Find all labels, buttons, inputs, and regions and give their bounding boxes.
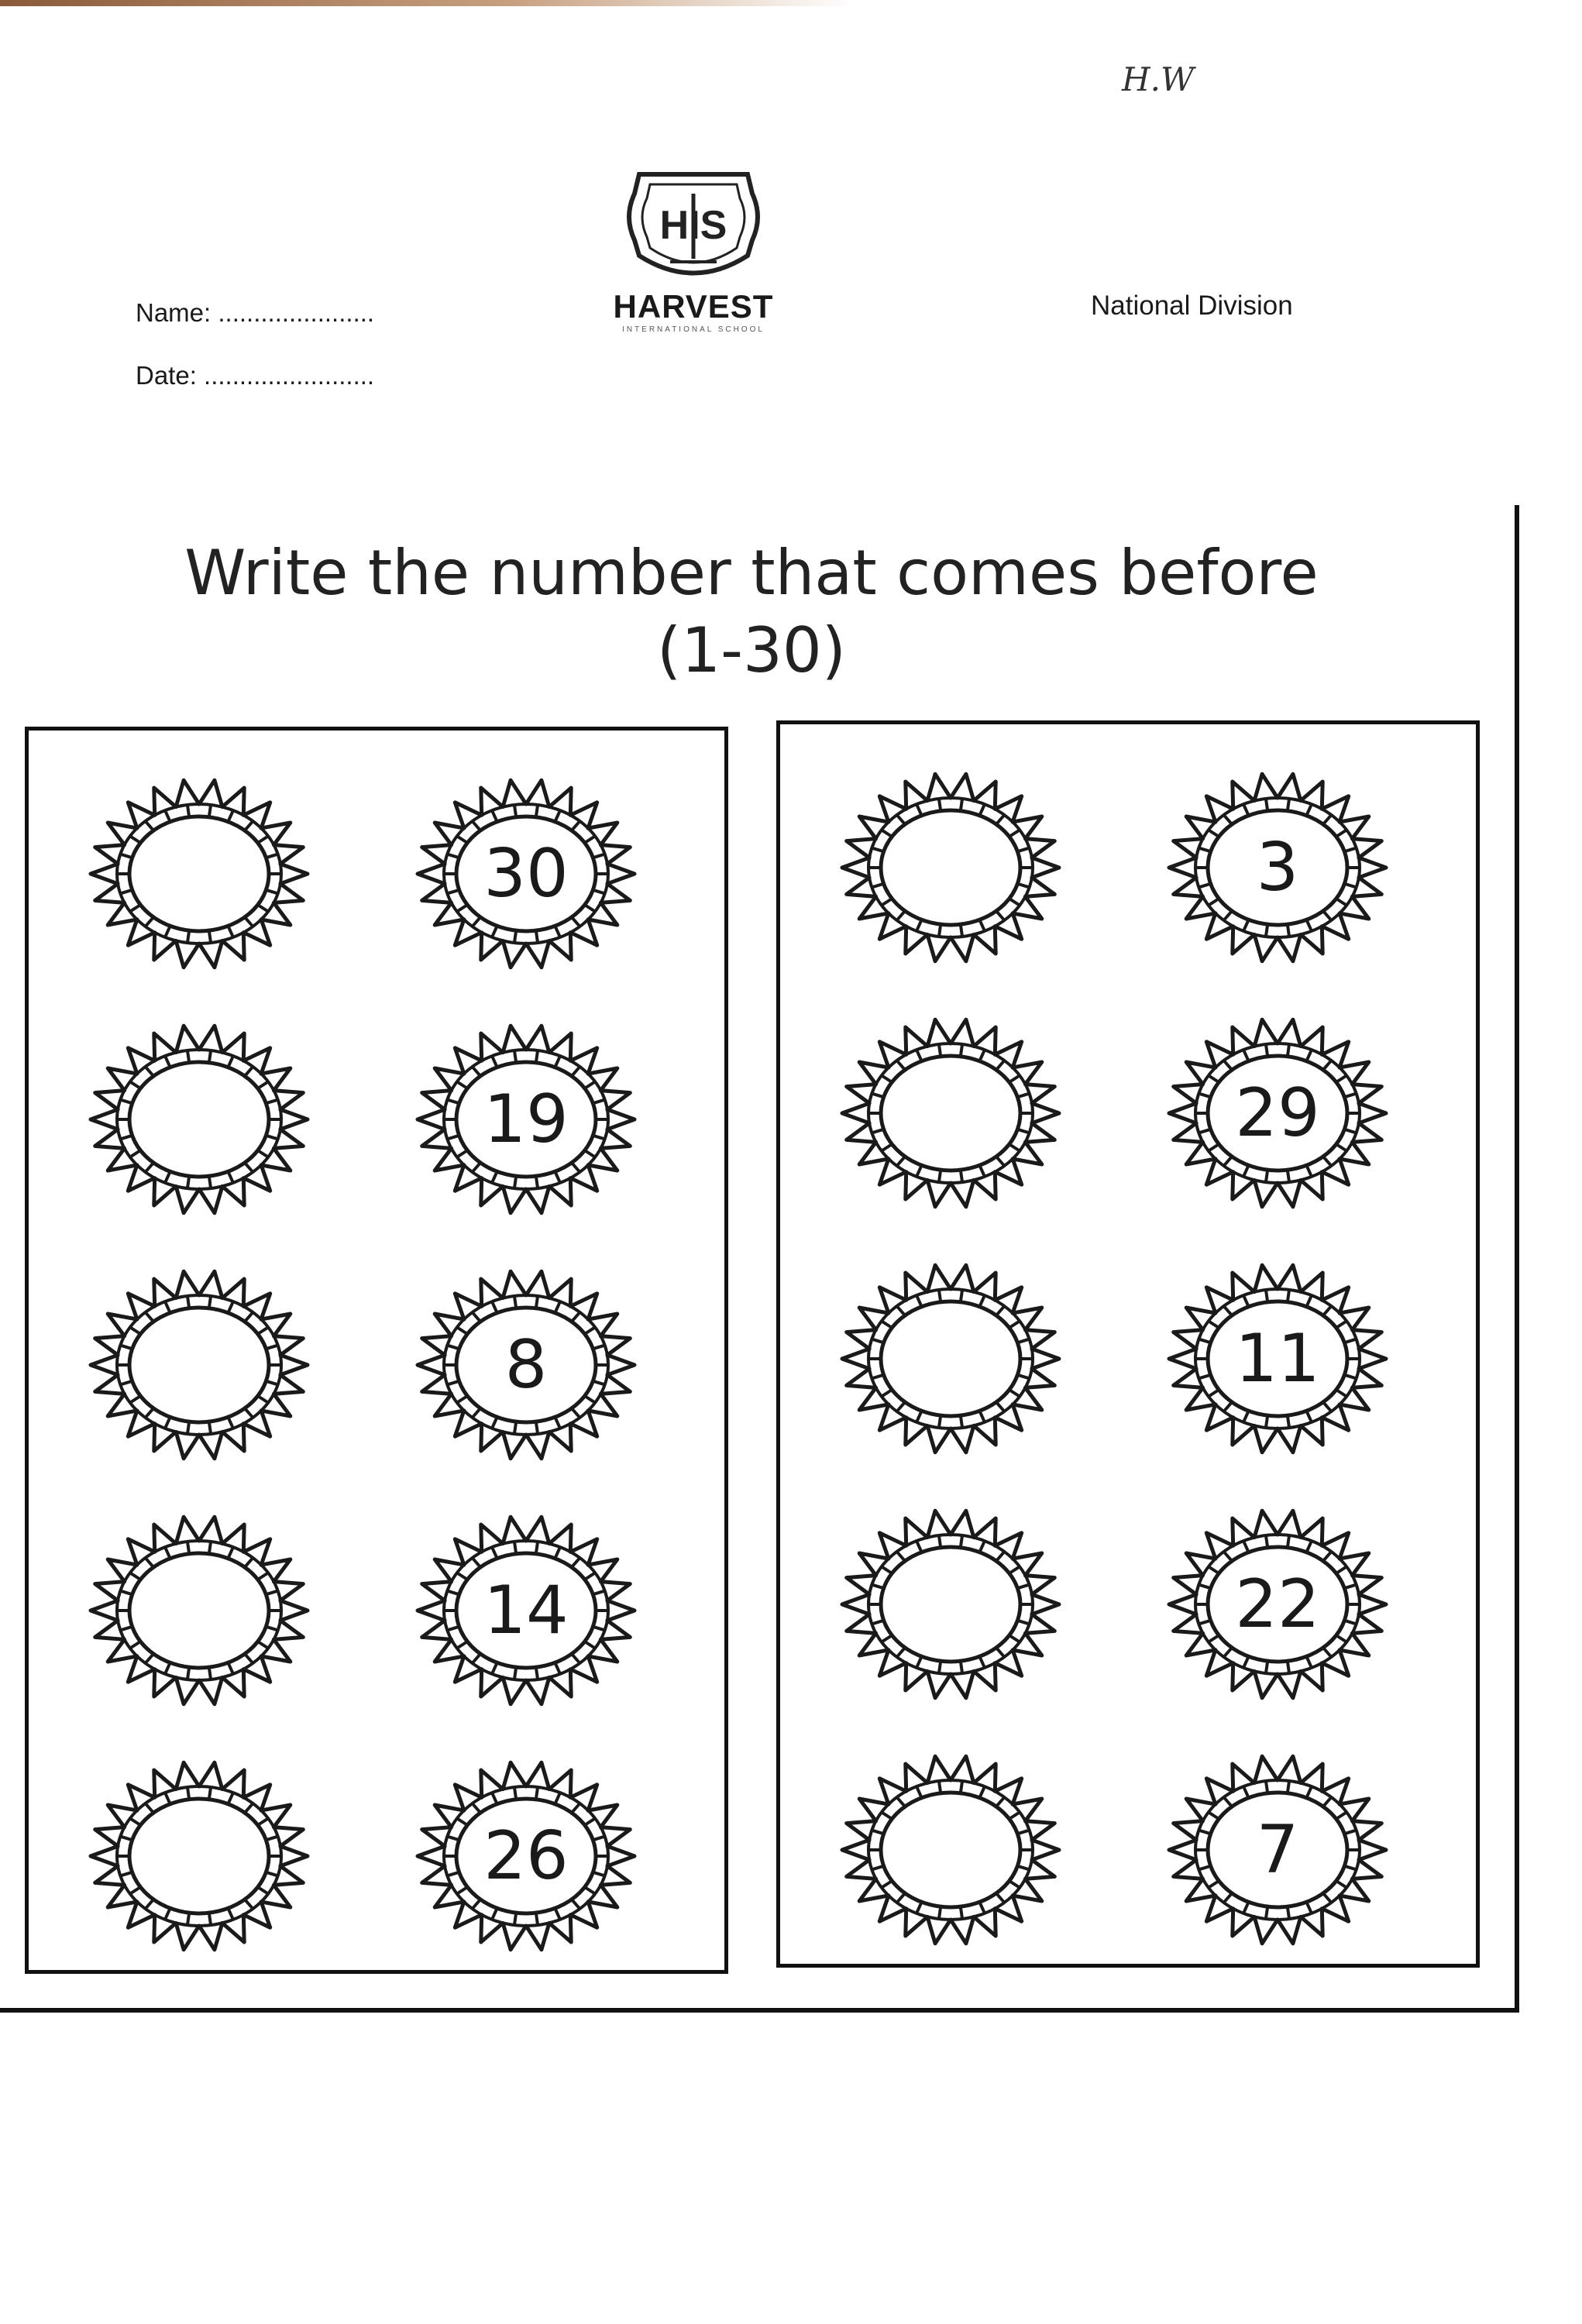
answer-badge[interactable] [834,1012,1067,1214]
school-logo [608,163,779,341]
school-crest-icon [608,163,779,294]
answer-badge[interactable] [834,1258,1067,1459]
given-number: 14 [483,1572,569,1649]
answer-badge[interactable] [83,1755,315,1957]
number-badge [1161,767,1394,968]
number-badge [1161,1749,1394,1951]
division-label: National Division [1091,290,1293,321]
sun-badge-icon [834,1504,1067,1705]
school-name: HARVEST [613,288,774,325]
sun-badge-icon [83,1019,315,1220]
exercise-panel-right [776,720,1480,1968]
answer-badge[interactable] [83,1019,315,1220]
sun-badge-icon [83,773,315,975]
sun-badge-icon [834,1012,1067,1214]
photo-edge [0,0,852,6]
sun-badge-icon [834,1258,1067,1459]
sun-badge-icon [83,1510,315,1711]
given-number: 19 [483,1081,569,1158]
given-number: 3 [1256,829,1299,906]
date-field-label: Date: ........................ [136,361,375,390]
worksheet-range: (1-30) [657,614,846,686]
number-badge [410,1755,642,1957]
sun-badge-icon [83,1264,315,1466]
school-subtitle: INTERNATIONAL SCHOOL [622,325,765,334]
answer-badge[interactable] [834,1504,1067,1705]
answer-badge[interactable] [834,767,1067,968]
given-number: 22 [1235,1566,1320,1643]
sun-badge-icon [834,1749,1067,1951]
number-badge [1161,1504,1394,1705]
worksheet-instruction: Write the number that comes before [184,537,1319,609]
number-badge [410,1510,642,1711]
number-badge [410,1264,642,1466]
answer-badge[interactable] [834,1749,1067,1951]
answer-badge[interactable] [83,773,315,975]
page-border-right [1515,505,1519,2011]
number-badge [1161,1012,1394,1214]
answer-badge[interactable] [83,1264,315,1466]
given-number: 11 [1235,1320,1320,1397]
page-border-bottom [0,2008,1519,2013]
exercise-panel-left [25,727,728,1974]
worksheet-title [77,535,1426,689]
sun-badge-icon [83,1755,315,1957]
given-number: 26 [483,1817,569,1895]
number-badge [410,1019,642,1220]
given-number: 8 [504,1326,548,1404]
given-number: 30 [483,835,569,913]
svg-text:HIS: HIS [659,203,727,248]
sun-badge-icon [834,767,1067,968]
answer-badge[interactable] [83,1510,315,1711]
given-number: 7 [1256,1811,1299,1889]
number-badge [1161,1258,1394,1459]
homework-mark: H.W [1122,60,1195,98]
given-number: 29 [1235,1074,1320,1152]
number-badge [410,773,642,975]
name-field-label: Name: ...................... [136,298,375,327]
